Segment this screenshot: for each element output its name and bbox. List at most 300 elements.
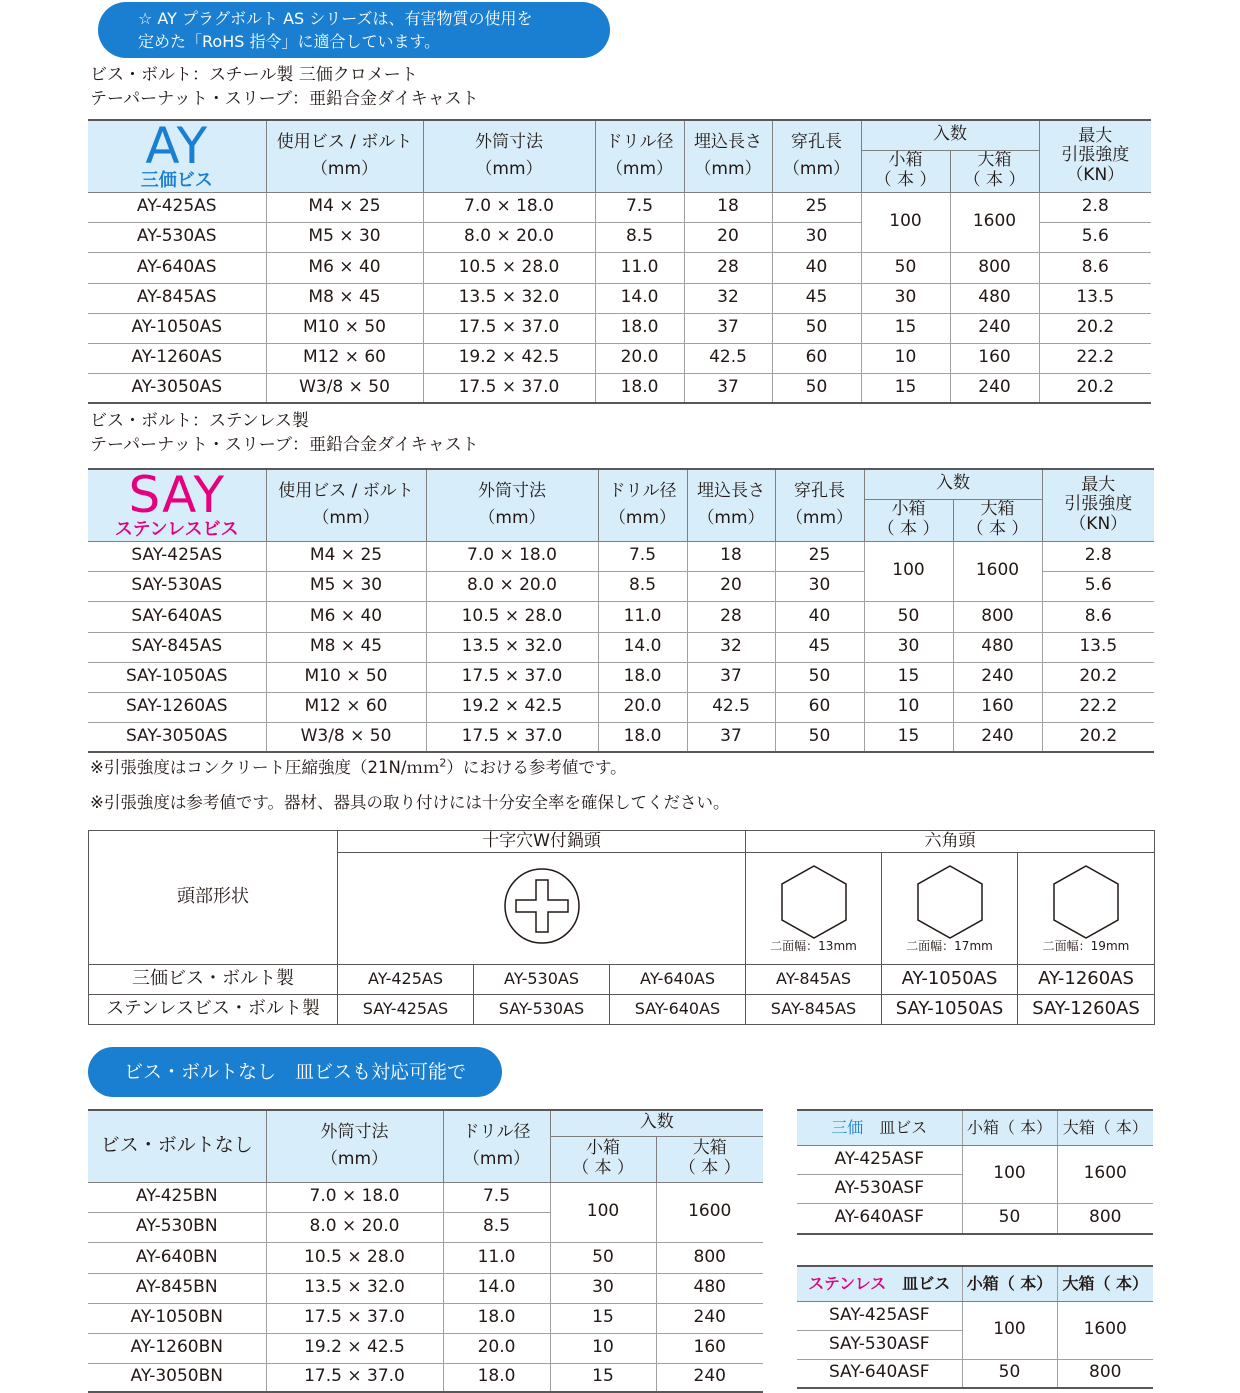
table-cell: 18.0 xyxy=(595,313,684,343)
table-cell: 穿孔長 xyxy=(791,131,842,152)
table-cell: AY-1050AS xyxy=(88,313,266,343)
table-cell: 800 xyxy=(950,252,1039,283)
table-cell: 最大 xyxy=(1078,125,1113,146)
table-cell: （ 本 ） xyxy=(877,519,940,539)
table-cell: 160 xyxy=(950,343,1039,373)
table-cell: 2.8 xyxy=(1039,192,1151,222)
table-row xyxy=(88,1303,763,1333)
table-cell: M6 × 40 xyxy=(266,252,423,283)
table-cell: 1600 xyxy=(953,541,1042,601)
table-cell: 480 xyxy=(656,1273,763,1303)
table-cell: 20.0 xyxy=(443,1333,550,1363)
table-cell: 28 xyxy=(684,252,772,283)
table-cell: 外筒寸法 xyxy=(475,131,543,152)
bn-spec-table xyxy=(88,1109,763,1393)
say-logo-sub: ステンレスビス xyxy=(114,519,239,541)
table-cell: SAY-845AS xyxy=(88,632,266,662)
table-cell: 小箱（ 本） xyxy=(962,1266,1057,1301)
table-cell: M4 × 25 xyxy=(266,192,423,222)
table-cell: （ 本 ） xyxy=(874,170,937,190)
asf-table xyxy=(797,1109,1153,1235)
table-cell: 42.5 xyxy=(684,343,772,373)
table-row xyxy=(88,1363,763,1392)
table-cell: 240 xyxy=(953,662,1042,692)
table-cell: 50 xyxy=(775,662,864,692)
table-cell: M8 × 45 xyxy=(266,283,423,313)
table-cell: （ 本 ） xyxy=(963,170,1026,190)
table-cell: 30 xyxy=(775,571,864,601)
table-cell: 小箱 xyxy=(586,1138,620,1159)
table-cell: AY-1050BN xyxy=(88,1303,266,1333)
table-row xyxy=(88,283,1151,313)
table-cell: 40 xyxy=(775,601,864,632)
table-cell: 14.0 xyxy=(598,632,687,662)
table-cell: 皿ビス xyxy=(879,1117,928,1137)
table-cell: 使用ビス / ボルト xyxy=(276,131,413,152)
table-cell: AY-640ASF xyxy=(797,1203,962,1234)
table-cell: 外筒寸法 xyxy=(320,1121,389,1142)
table-cell: 穿孔長 xyxy=(794,480,845,501)
table-cell: 13.5 xyxy=(1039,283,1151,313)
table-cell: 30 xyxy=(861,283,950,313)
table-cell: （mm） xyxy=(462,1149,531,1170)
table-cell: 37 xyxy=(687,662,775,692)
table-cell: （mm） xyxy=(478,508,546,529)
table-cell: 28 xyxy=(687,601,775,632)
table-cell: 入数 xyxy=(864,469,1042,499)
table-cell: 100 xyxy=(962,1301,1057,1359)
cross-head-cell xyxy=(338,853,746,965)
table-cell: 40 xyxy=(772,252,861,283)
table-row xyxy=(88,1242,763,1273)
table-cell: 45 xyxy=(772,283,861,313)
table-cell: ステンレスビス・ボルト製 xyxy=(89,995,338,1025)
table-cell: 15 xyxy=(550,1363,656,1392)
head-shape-title: 頭部形状 xyxy=(89,831,338,965)
table-cell: ）における参考値です。 xyxy=(446,758,627,777)
table-cell: 14.0 xyxy=(595,283,684,313)
table-cell: 18.0 xyxy=(443,1303,550,1333)
rohs-notice-line2: 定めた「RoHS 指令」に適合しています。 xyxy=(138,32,441,51)
table-cell: 20.0 xyxy=(595,343,684,373)
hex-head-header: 六角頭 xyxy=(746,831,1155,853)
table-cell: 7.5 xyxy=(595,192,684,222)
table-cell: M10 × 50 xyxy=(266,313,423,343)
table-cell: AY-530AS xyxy=(474,965,610,995)
footnote-1 xyxy=(90,754,627,778)
table-cell: ※引張強度はコンクリート圧縮強度（21N/ｍｍ xyxy=(90,758,440,777)
table-cell: AY-1260BN xyxy=(88,1333,266,1363)
table-cell: 18.0 xyxy=(443,1363,550,1392)
table-cell: SAY-425AS xyxy=(338,995,474,1025)
head-shape-table xyxy=(88,830,1155,1025)
table-row xyxy=(88,541,1154,571)
table-cell: 三価ビス・ボルト製 xyxy=(89,965,338,995)
table-cell: （mm） xyxy=(782,159,851,180)
table-cell: 50 xyxy=(962,1359,1057,1388)
no-bolt-notice: ビス・ボルトなし 皿ビスも対応可能で xyxy=(88,1047,502,1097)
table-row xyxy=(88,1182,763,1212)
table-cell: （mm） xyxy=(608,508,677,529)
table-cell: M8 × 45 xyxy=(266,632,426,662)
table-cell: 240 xyxy=(656,1303,763,1333)
table-cell: 15 xyxy=(864,662,953,692)
table-cell: AY-530BN xyxy=(88,1212,266,1242)
table-cell: 800 xyxy=(1057,1203,1153,1234)
table-cell: 25 xyxy=(775,541,864,571)
table-cell: （mm） xyxy=(785,508,854,529)
table-cell: 45 xyxy=(775,632,864,662)
table-cell: 240 xyxy=(656,1363,763,1392)
table-cell: AY-425ASF xyxy=(797,1145,962,1174)
table-row xyxy=(797,1359,1153,1388)
table-cell: （mm） xyxy=(312,508,380,529)
hexagon-icon xyxy=(915,864,985,940)
table-cell: 小箱 xyxy=(891,499,926,520)
table-cell: 13.5 × 32.0 xyxy=(426,632,598,662)
table-cell: 240 xyxy=(953,722,1042,752)
bn-title: ビス・ボルトなし xyxy=(88,1110,266,1182)
table-row xyxy=(88,692,1154,722)
table-cell: 7.5 xyxy=(598,541,687,571)
table-cell: 8.5 xyxy=(595,222,684,252)
table-cell: 7.5 xyxy=(443,1182,550,1212)
table-row xyxy=(88,632,1154,662)
table-row xyxy=(88,373,1151,403)
table-cell: 800 xyxy=(953,601,1042,632)
table-cell: M12 × 60 xyxy=(266,343,423,373)
table-cell: 8.0 × 20.0 xyxy=(266,1212,443,1242)
table-cell: 皿ビス xyxy=(902,1273,951,1293)
table-cell: 1600 xyxy=(1057,1301,1153,1359)
table-cell: M5 × 30 xyxy=(266,222,423,252)
table-cell: 大箱（ 本） xyxy=(1057,1266,1153,1301)
table-cell: 160 xyxy=(953,692,1042,722)
table-cell: 8.0 × 20.0 xyxy=(426,571,598,601)
table-row xyxy=(89,965,1155,995)
table-cell: 18 xyxy=(684,192,772,222)
table-cell: 11.0 xyxy=(595,252,684,283)
table-cell: （ 本 ） xyxy=(678,1158,741,1178)
table-cell: 大箱 xyxy=(692,1138,727,1159)
ay-material-note xyxy=(90,63,479,111)
table-cell: 大箱（ 本） xyxy=(1057,1110,1153,1145)
ay-spec-table xyxy=(88,119,1151,404)
table-cell: M10 × 50 xyxy=(266,662,426,692)
sasf-table xyxy=(797,1265,1153,1389)
table-row xyxy=(88,313,1151,343)
table-cell: AY-425BN xyxy=(88,1182,266,1212)
table-cell: 160 xyxy=(656,1333,763,1363)
table-cell: （mm） xyxy=(320,1149,389,1170)
table-cell: 7.0 × 18.0 xyxy=(426,541,598,571)
table-cell: 三価 xyxy=(831,1117,864,1137)
table-cell: ビス・ボルト：ステンレス製 xyxy=(90,411,309,431)
table-cell: 480 xyxy=(950,283,1039,313)
table-cell: AY-845AS xyxy=(88,283,266,313)
table-cell: M6 × 40 xyxy=(266,601,426,632)
table-cell: SAY-530ASF xyxy=(797,1330,962,1359)
table-cell: 17.5 × 37.0 xyxy=(426,722,598,752)
table-cell: 大箱 xyxy=(980,499,1015,520)
table-row xyxy=(88,662,1154,692)
table-cell: AY-845BN xyxy=(88,1273,266,1303)
table-cell: 15 xyxy=(550,1303,656,1333)
table-cell: テーパーナット・スリーブ：亜鉛合金ダイキャスト xyxy=(90,435,479,455)
table-row xyxy=(797,1301,1153,1330)
table-cell: SAY-640AS xyxy=(610,995,746,1025)
table-cell: 18.0 xyxy=(598,722,687,752)
table-cell: 25 xyxy=(772,192,861,222)
table-cell: 100 xyxy=(861,192,950,252)
table-cell: 19.2 × 42.5 xyxy=(426,692,598,722)
table-cell: SAY-425ASF xyxy=(797,1301,962,1330)
table-cell: 18 xyxy=(687,541,775,571)
table-cell: 100 xyxy=(550,1182,656,1242)
table-cell: 20.2 xyxy=(1039,373,1151,403)
table-cell: AY-1260AS xyxy=(88,343,266,373)
hexagon-icon xyxy=(1051,864,1121,940)
table-cell: （KN） xyxy=(1069,514,1128,535)
table-cell: ドリル径 xyxy=(605,131,674,152)
table-cell: ビス・ボルト：スチール製 三価クロメート xyxy=(90,65,418,85)
table-cell: 800 xyxy=(1057,1359,1153,1388)
table-row xyxy=(88,1333,763,1363)
hex-head-17-cell xyxy=(882,853,1018,965)
table-cell: 小箱 xyxy=(888,150,923,171)
footnote-2: ※引張強度は参考値です。器材、器具の取り付けには十分安全率を確保してください。 xyxy=(90,793,730,812)
table-cell: 二面幅：17mm xyxy=(906,938,993,953)
table-cell: 1600 xyxy=(950,192,1039,252)
table-row xyxy=(797,1145,1153,1174)
table-cell: 50 xyxy=(864,601,953,632)
table-cell: 5.6 xyxy=(1039,222,1151,252)
table-cell: 240 xyxy=(950,373,1039,403)
table-cell: 50 xyxy=(861,252,950,283)
table-cell: W3/8 × 50 xyxy=(266,373,423,403)
table-cell: SAY-640AS xyxy=(88,601,266,632)
table-cell: 10.5 × 28.0 xyxy=(426,601,598,632)
table-cell: W3/8 × 50 xyxy=(266,722,426,752)
table-cell: 14.0 xyxy=(443,1273,550,1303)
table-cell: 18.0 xyxy=(598,662,687,692)
table-cell: 8.0 × 20.0 xyxy=(423,222,595,252)
table-row xyxy=(88,1273,763,1303)
table-cell: 37 xyxy=(684,373,772,403)
table-cell: 10 xyxy=(550,1333,656,1363)
table-cell: 42.5 xyxy=(687,692,775,722)
table-cell: 18.0 xyxy=(595,373,684,403)
table-cell: AY-425AS xyxy=(338,965,474,995)
table-cell: 50 xyxy=(772,373,861,403)
table-cell: 32 xyxy=(687,632,775,662)
table-cell: 小箱（ 本） xyxy=(962,1110,1057,1145)
table-cell: （ 本 ） xyxy=(572,1158,634,1178)
table-cell: 10.5 × 28.0 xyxy=(423,252,595,283)
table-cell: 10.5 × 28.0 xyxy=(266,1242,443,1273)
table-cell: 19.2 × 42.5 xyxy=(423,343,595,373)
asf-title xyxy=(797,1110,962,1145)
table-cell: 15 xyxy=(861,373,950,403)
table-cell: 1600 xyxy=(1057,1145,1153,1203)
table-cell: AY-1260AS xyxy=(1018,965,1155,995)
table-cell: AY-640BN xyxy=(88,1242,266,1273)
say-spec-table xyxy=(88,468,1154,753)
table-cell: 37 xyxy=(687,722,775,752)
table-cell: 17.5 × 37.0 xyxy=(266,1303,443,1333)
table-cell: 32 xyxy=(684,283,772,313)
table-cell: AY-530AS xyxy=(88,222,266,252)
ay-logo: AY xyxy=(145,120,209,176)
table-cell: 50 xyxy=(550,1242,656,1273)
table-cell: 22.2 xyxy=(1039,343,1151,373)
table-cell: 引張強度 xyxy=(1061,145,1130,166)
hex-head-13-cell xyxy=(746,853,882,965)
table-cell: 20.2 xyxy=(1042,722,1154,752)
table-cell: 8.5 xyxy=(598,571,687,601)
cross-head-header: 十字穴W付鍋頭 xyxy=(338,831,746,853)
table-cell: 2 xyxy=(439,756,447,770)
table-cell: 10 xyxy=(864,692,953,722)
table-cell: （mm） xyxy=(694,159,762,180)
table-cell: （mm） xyxy=(310,159,379,180)
table-cell: （mm） xyxy=(475,159,543,180)
table-cell: 19.2 × 42.5 xyxy=(266,1333,443,1363)
table-cell: 二面幅：13mm xyxy=(770,938,857,953)
table-cell: 60 xyxy=(775,692,864,722)
table-cell: 480 xyxy=(953,632,1042,662)
table-cell: （ 本 ） xyxy=(966,519,1029,539)
table-row xyxy=(88,722,1154,752)
table-cell: 大箱 xyxy=(977,150,1012,171)
table-cell: 17.5 × 37.0 xyxy=(423,373,595,403)
table-cell: 100 xyxy=(864,541,953,601)
table-cell: 20.2 xyxy=(1039,313,1151,343)
table-row xyxy=(89,995,1155,1025)
table-row xyxy=(88,252,1151,283)
table-cell: SAY-1260AS xyxy=(1018,995,1155,1025)
table-cell: AY-845AS xyxy=(746,965,882,995)
table-cell: 17.5 × 37.0 xyxy=(426,662,598,692)
cross-head-icon xyxy=(502,866,582,946)
table-cell: 8.6 xyxy=(1042,601,1154,632)
table-cell: 800 xyxy=(656,1242,763,1273)
table-cell: 240 xyxy=(950,313,1039,343)
table-cell: 埋込長さ xyxy=(697,480,765,501)
table-cell: 50 xyxy=(775,722,864,752)
hexagon-icon xyxy=(779,864,849,940)
table-cell: 50 xyxy=(772,313,861,343)
ay-logo-cell xyxy=(88,120,266,192)
table-row xyxy=(88,192,1151,222)
qty-header: 入数 xyxy=(861,120,1039,150)
table-cell: AY-425AS xyxy=(88,192,266,222)
table-cell: 15 xyxy=(861,313,950,343)
table-cell: ドリル径 xyxy=(608,480,677,501)
table-cell: 15 xyxy=(864,722,953,752)
table-cell: 2.8 xyxy=(1042,541,1154,571)
table-cell: 17.5 × 37.0 xyxy=(266,1363,443,1392)
table-row xyxy=(797,1203,1153,1234)
table-cell: 17.5 × 37.0 xyxy=(423,313,595,343)
table-cell: M5 × 30 xyxy=(266,571,426,601)
table-cell: AY-640AS xyxy=(88,252,266,283)
table-cell: 最大 xyxy=(1081,474,1116,495)
table-cell: 入数 xyxy=(550,1110,763,1136)
table-cell: 8.6 xyxy=(1039,252,1151,283)
table-cell: 30 xyxy=(864,632,953,662)
table-cell: SAY-3050AS xyxy=(88,722,266,752)
table-cell: M12 × 60 xyxy=(266,692,426,722)
table-cell: （mm） xyxy=(605,159,674,180)
table-cell: AY-530ASF xyxy=(797,1174,962,1203)
table-cell: AY-3050BN xyxy=(88,1363,266,1392)
table-cell: SAY-1260AS xyxy=(88,692,266,722)
rohs-notice-line1: ☆ AY プラグボルト AS シリーズは、有害物質の使用を xyxy=(138,9,533,28)
table-cell: 20 xyxy=(684,222,772,252)
table-cell: SAY-425AS xyxy=(88,541,266,571)
table-cell: 13.5 × 32.0 xyxy=(423,283,595,313)
table-cell: 8.5 xyxy=(443,1212,550,1242)
say-logo: SAY xyxy=(128,469,226,525)
table-cell: 外筒寸法 xyxy=(478,480,546,501)
table-cell: （mm） xyxy=(697,508,765,529)
table-cell: SAY-1050AS xyxy=(88,662,266,692)
table-cell: 1600 xyxy=(656,1182,763,1242)
table-cell: 30 xyxy=(772,222,861,252)
table-cell: 20.2 xyxy=(1042,662,1154,692)
table-cell: SAY-640ASF xyxy=(797,1359,962,1388)
say-logo-cell xyxy=(88,469,266,541)
table-cell: 37 xyxy=(684,313,772,343)
table-cell: 30 xyxy=(550,1273,656,1303)
table-cell: SAY-845AS xyxy=(746,995,882,1025)
table-cell: （KN） xyxy=(1066,165,1125,186)
table-cell: 10 xyxy=(861,343,950,373)
table-cell: 13.5 xyxy=(1042,632,1154,662)
table-cell: SAY-530AS xyxy=(474,995,610,1025)
table-cell: SAY-530AS xyxy=(88,571,266,601)
table-cell: 50 xyxy=(962,1203,1057,1234)
table-cell: 20.0 xyxy=(598,692,687,722)
table-cell: ドリル径 xyxy=(462,1121,531,1142)
table-cell: 11.0 xyxy=(443,1242,550,1273)
say-material-note xyxy=(90,409,479,457)
table-cell: 22.2 xyxy=(1042,692,1154,722)
table-cell: 100 xyxy=(962,1145,1057,1203)
table-cell: 二面幅：19mm xyxy=(1042,938,1130,953)
table-cell: SAY-1050AS xyxy=(882,995,1018,1025)
table-cell: 5.6 xyxy=(1042,571,1154,601)
table-cell: M4 × 25 xyxy=(266,541,426,571)
table-cell: 7.0 × 18.0 xyxy=(423,192,595,222)
sasf-title xyxy=(797,1266,962,1301)
ay-logo-sub: 三価ビス xyxy=(140,170,213,192)
table-cell: 埋込長さ xyxy=(694,131,762,152)
table-cell: AY-3050AS xyxy=(88,373,266,403)
table-cell: ステンレス xyxy=(808,1273,887,1293)
table-row xyxy=(88,343,1151,373)
table-cell: 11.0 xyxy=(598,601,687,632)
table-cell: 20 xyxy=(687,571,775,601)
table-cell: 7.0 × 18.0 xyxy=(266,1182,443,1212)
table-cell: テーパーナット・スリーブ：亜鉛合金ダイキャスト xyxy=(90,89,479,109)
hex-head-19-cell xyxy=(1018,853,1155,965)
table-cell: 60 xyxy=(772,343,861,373)
table-cell: 使用ビス / ボルト xyxy=(278,480,414,501)
rohs-notice xyxy=(98,2,610,58)
table-cell: 引張強度 xyxy=(1064,494,1133,515)
